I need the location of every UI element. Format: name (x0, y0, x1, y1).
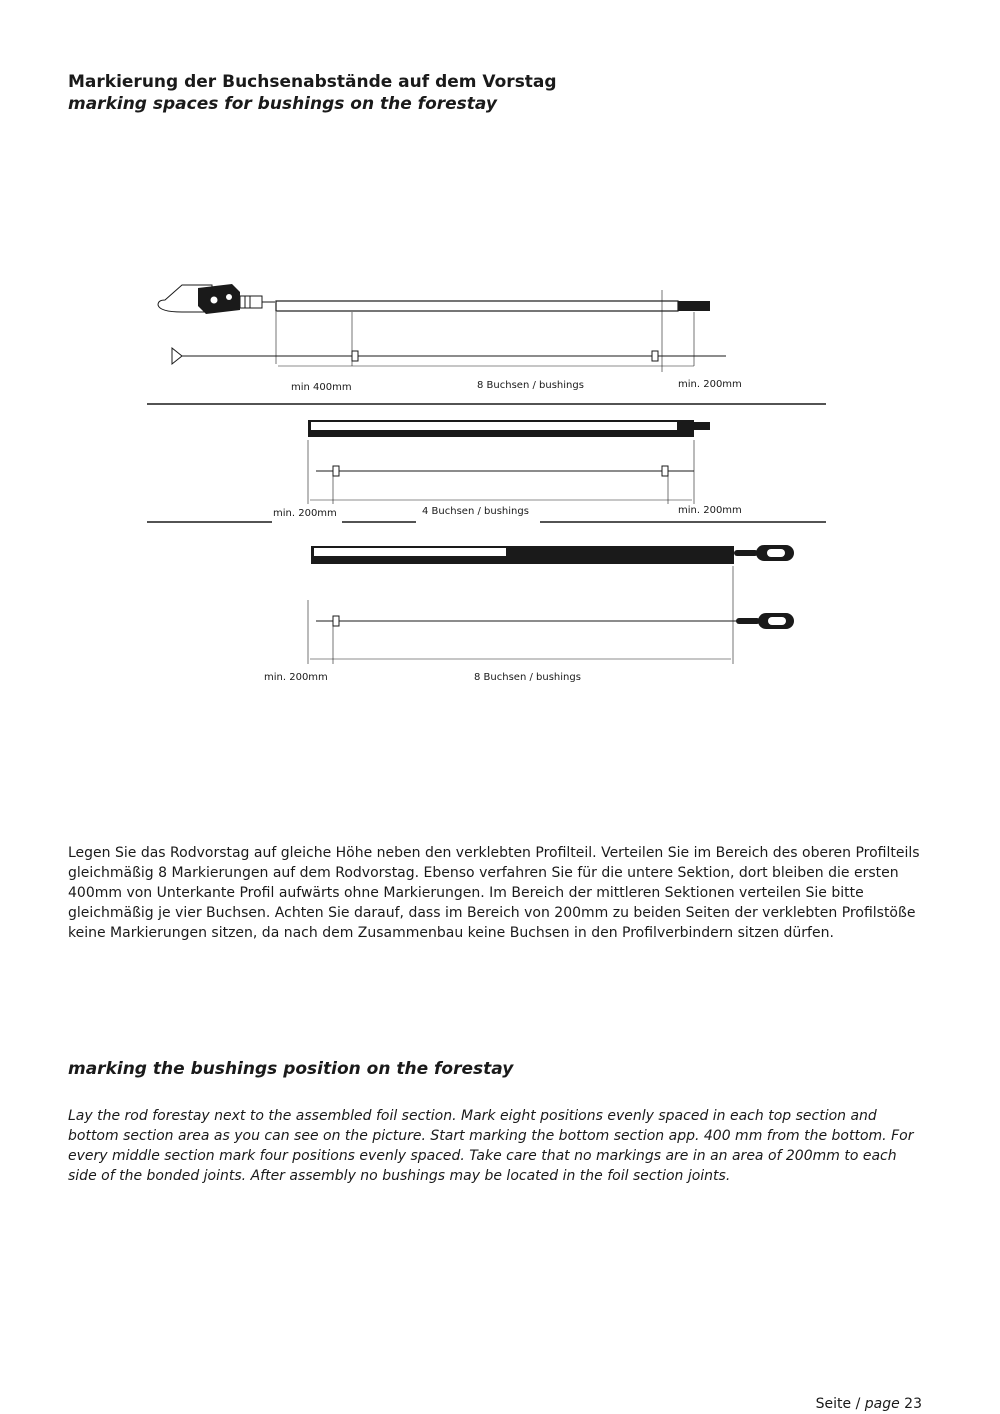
page-footer (816, 1396, 922, 1412)
forestay-marking-diagram (0, 270, 1000, 700)
top-label-min-200: min. 200mm (678, 379, 742, 390)
middle-label-bushings: 4 Buchsen / bushings (422, 506, 529, 517)
page-title-en: marking spaces for bushings on the forestay (68, 94, 497, 114)
section-heading-en: marking the bushings position on the forestay (68, 1059, 514, 1079)
top-foil-connector (678, 301, 710, 311)
middle-label-min-200-right: min. 200mm (678, 505, 742, 516)
top-label-bushings: 8 Buchsen / bushings (477, 380, 584, 391)
bushing-mark (333, 616, 339, 626)
bottom-section (264, 545, 794, 683)
top-foil-profile (276, 301, 678, 311)
bottom-label-min-200: min. 200mm (264, 672, 328, 683)
bushing-mark (652, 351, 658, 361)
bushing-mark (352, 351, 358, 361)
footer-label: Seite / (815, 1396, 861, 1412)
middle-label-min-200-left: min. 200mm (273, 508, 337, 519)
instructions-en: Lay the rod forestay next to the assembled foil section. Mark eight positions evenly spaced in each top section and bottom section area as you can see on the picture. Start marking the bottom section app. 400 mm from the bottom. For every middle section mark four positions evenly spaced. Take care that no markings are in an area of 200mm to each side of the bonded joints. After assembly no bushings may be located in the foil section joints. (68, 1108, 914, 1184)
eye-terminal-icon (734, 545, 794, 561)
bottom-label-bushings: 8 Buchsen / bushings (474, 672, 581, 683)
furling-swivel-icon (158, 284, 275, 314)
top-section (158, 284, 742, 393)
instructions-de: Legen Sie das Rodvorstag auf gleiche Höhe neben den verklebten Profilteil. Verteilen Sie im Bereich des oberen Profilteils gleichmäßig 8 Markierungen auf dem Rodvorstag. Ebenso verfahren Sie für die untere Sektion, dort bleiben die ersten 400mm von Unterkante Profil aufwärts ohne Markierungen. Im Bereich der mittleren Sektionen verteilen Sie bitte gleichmäßig je vier Buchsen. Achten Sie darauf, dass im Bereich von 200mm zu beiden Seiten der verklebten Profilstöße keine Markierungen sitzen, da nach dem Zusammenbau keine Buchsen in den Profilverbindern sitzen dürfen. (68, 845, 920, 941)
bushing-mark (333, 466, 339, 476)
middle-section (273, 420, 742, 519)
top-label-min-400: min 400mm (291, 382, 352, 393)
rod-end-icon (172, 348, 182, 364)
eye-terminal-icon (736, 613, 794, 629)
page-title-de: Markierung der Buchsenabstände auf dem Vorstag (68, 72, 557, 92)
page-number: 23 (904, 1396, 922, 1412)
middle-foil-connector (694, 422, 710, 430)
bushing-mark (662, 466, 668, 476)
footer-page-word: page (864, 1396, 900, 1412)
